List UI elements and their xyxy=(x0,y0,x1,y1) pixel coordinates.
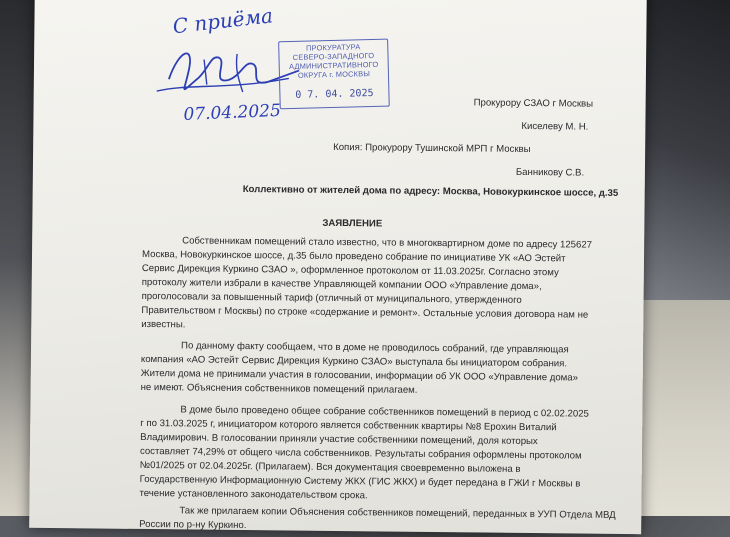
paragraph-1-line: протоколу жители избрали в качестве Управляющей компании ООО «Управление дома», xyxy=(141,276,542,293)
paragraph-4-line: России по р-ну Куркино. xyxy=(139,518,247,532)
addressee-copy: Копия: Прокурору Тушинской МРП г Москвы xyxy=(333,141,531,156)
stamp-line-2: СЕВЕРО-ЗАПАДНОГО xyxy=(292,50,375,62)
paragraph-2-line: По данному факту сообщаем, что в доме не проводилось собраний, где управляющая xyxy=(181,340,569,356)
paragraph-3-line: течение установленного законодательством срока. xyxy=(139,487,368,502)
paragraph-2-line: компания «АО Эстейт Сервис Дирекция Куркино СЗАО» выступала бы инициатором собрания. xyxy=(140,353,568,370)
paragraph-3-line: №01/2025 от 02.04.2025г. (Прилагаем). Вся документация своевременно выложена в xyxy=(139,459,521,475)
paragraph-1-line: проголосовали за повышенный тариф (отличный от муниципального, утвержденного xyxy=(141,290,522,306)
stamp-line-4: ОКРУГА г. МОСКВЫ xyxy=(297,69,371,80)
document-sheet xyxy=(29,0,647,534)
stamp-line-3: АДМИНИСТРАТИВНОГО xyxy=(288,59,379,72)
paragraph-3-line: Государственную Информационную Систему ЖКХ (ГИС ЖКХ) и будет передана в ГЖИ г Москвы в xyxy=(139,473,581,490)
addressee-copy-name: Банникову С.В. xyxy=(515,166,585,179)
paragraph-1-line: Правительством г Москвы) по строке «содержание и ремонт». Остальные условия договора нам не xyxy=(141,304,589,321)
paragraph-3-line: составляет 74,29% от общего числа собственников. Результаты собрания оформлены протоколом xyxy=(139,445,582,462)
paragraph-1-line: Собственникам помещений стало известно, что в многоквартирном доме по адресу 125627 xyxy=(182,235,593,251)
paragraph-3-line: В доме было проведено общее собрание собственников помещений в период с 02.02.2025 xyxy=(180,404,589,420)
background-floor xyxy=(630,300,730,516)
registration-stamp xyxy=(278,39,390,110)
addressee-to: Прокурору СЗАО г Москвы xyxy=(473,97,594,110)
paragraph-3-line: г по 31.03.2025 г, инициатором которого является собственник квартиры №8 Ерохин Виталий xyxy=(140,417,557,434)
paragraph-2-line: не имеют. Объяснения собственников помещений прилагаем. xyxy=(140,381,418,396)
paragraph-3-line: Владимирович. В голосовании приняли участие собственники помещений, доля которых xyxy=(140,431,538,448)
paragraph-1-line: известны. xyxy=(141,318,186,331)
handwritten-note: С приёма xyxy=(171,3,275,39)
document-title: ЗАЯВЛЕНИЕ xyxy=(322,217,383,230)
addressee-name: Киселеву М. Н. xyxy=(521,120,589,133)
stamp-line-1: ПРОКУРАТУРА xyxy=(305,42,361,53)
paragraph-2-line: Жители дома не принимали участия в голосовании, информации об УК ООО «Управление дома» xyxy=(140,367,579,384)
sender-line: Коллективно от жителей дома по адресу: Москва, Новокуркинское шоссе, д.35 xyxy=(242,183,619,199)
paragraph-4-line: Так же прилагаем копии Объяснения собственников помещений, переданных в УУП Отдела МВД xyxy=(179,505,616,521)
paragraph-1-line: Москва, Новокуркинское шоссе, д.35 было проведено собрание по инициативе УК «АО Эстейт xyxy=(141,248,566,265)
stamp-date: 0 7. 04. 2025 xyxy=(295,87,374,101)
handwritten-date: 07.04.2025 xyxy=(183,100,282,125)
paragraph-1-line: Сервис Дирекция Куркино СЗАО », оформленное протоколом от 11.03.2025г. Согласно этому xyxy=(141,262,559,279)
